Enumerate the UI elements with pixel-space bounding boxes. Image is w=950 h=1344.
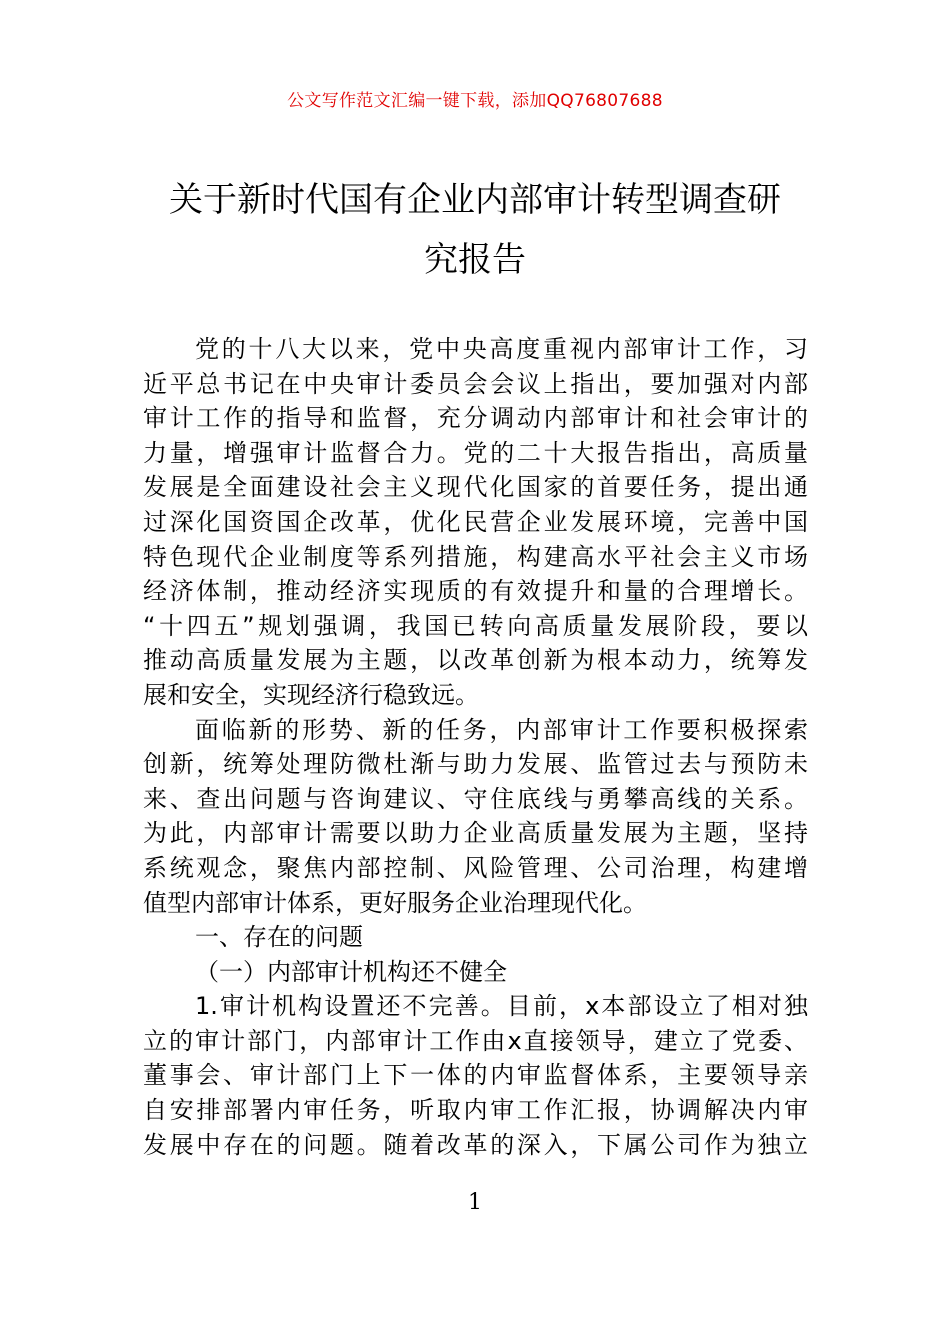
download-banner: 公文写作范文汇编一键下载，添加QQ76807688 — [287, 91, 663, 111]
body-line: 面临新的形势、新的任务，内部审计工作要积极探索 — [195, 715, 808, 744]
body-line: 立的审计部门，内部审计工作由x直接领导，建立了党委、 — [143, 1026, 808, 1055]
document-title — [150, 170, 800, 290]
body-line: 1.审计机构设置还不完善。目前，x本部设立了相对独 — [195, 992, 808, 1021]
body-line: 系统观念，聚焦内部控制、风险管理、公司治理，构建增 — [143, 853, 808, 882]
body-line: 推动高质量发展为主题，以改革创新为根本动力，统筹发 — [143, 646, 808, 675]
body-line: 值型内部审计体系，更好服务企业治理现代化。 — [143, 888, 647, 917]
document-body — [143, 332, 808, 1162]
body-line: 一、存在的问题 — [195, 923, 363, 952]
body-line: 来、查出问题与咨询建议、守住底线与勇攀高线的关系。 — [143, 784, 808, 813]
body-line: 董事会、审计部门上下一体的内审监督体系，主要领导亲 — [143, 1061, 808, 1090]
body-line: 力量，增强审计监督合力。党的二十大报告指出，高质量 — [143, 438, 808, 467]
page-number: 1 — [468, 1190, 482, 1215]
body-line: 自安排部署内审任务，听取内审工作汇报，协调解决内审 — [143, 1096, 808, 1125]
title-line: 关于新时代国有企业内部审计转型调查研 — [169, 180, 781, 220]
title-line: 究报告 — [424, 240, 526, 280]
body-line: 经济体制，推动经济实现质的有效提升和量的合理增长。 — [143, 577, 808, 606]
body-line: 特色现代企业制度等系列措施，构建高水平社会主义市场 — [143, 542, 808, 571]
body-line: （一）内部审计机构还不健全 — [195, 957, 507, 986]
body-line: 发展是全面建设社会主义现代化国家的首要任务，提出通 — [143, 473, 808, 502]
body-line: 审计工作的指导和监督，充分调动内部审计和社会审计的 — [143, 404, 808, 433]
body-line: 发展中存在的问题。随着改革的深入，下属公司作为独立 — [143, 1130, 808, 1159]
body-line: 过深化国资国企改革，优化民营企业发展环境，完善中国 — [143, 507, 808, 536]
body-line: 近平总书记在中央审计委员会会议上指出，要加强对内部 — [143, 369, 808, 398]
body-line: 党的十八大以来，党中央高度重视内部审计工作，习 — [195, 335, 808, 363]
body-line: “十四五”规划强调，我国已转向高质量发展阶段，要以 — [143, 611, 808, 640]
body-line: 为此，内部审计需要以助力企业高质量发展为主题，坚持 — [143, 819, 808, 848]
body-line: 展和安全，实现经济行稳致远。 — [143, 680, 479, 709]
body-line: 创新，统筹处理防微杜渐与助力发展、监管过去与预防未 — [143, 750, 808, 779]
